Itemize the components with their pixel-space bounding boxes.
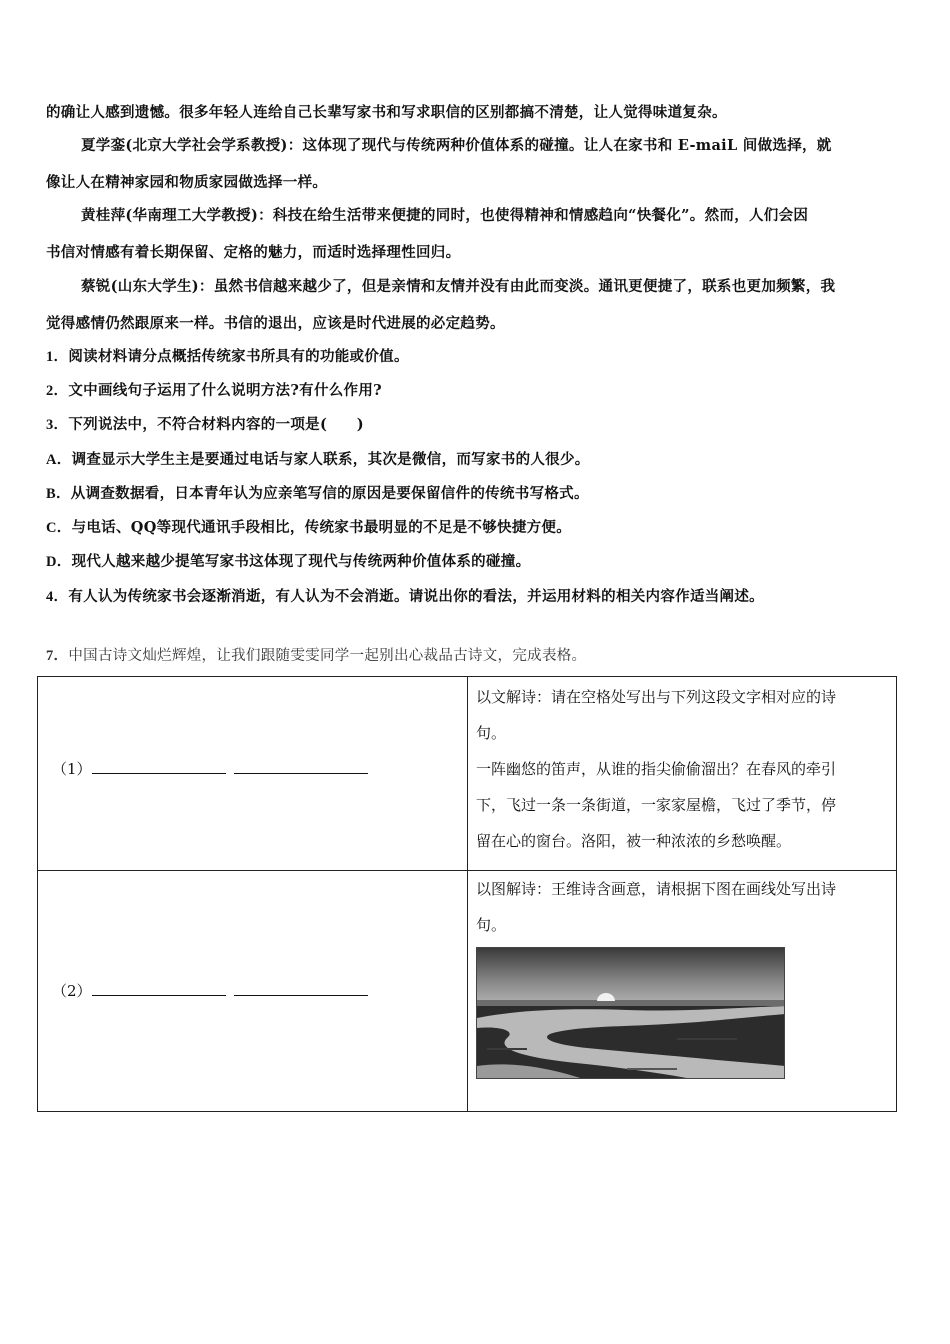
passage-line-2: 夏学銮(北京大学社会学系教授)：这体现了现代与传统两种价值体系的碰撞。让人在家书和 E-maiL 间做选择，就 xyxy=(81,137,832,154)
option-d xyxy=(46,552,906,572)
passage-line-5: 书信对情感有着长期保留、定格的魅力，而适时选择理性回归。 xyxy=(46,244,461,261)
question-number: 4． xyxy=(46,589,69,605)
question-7 xyxy=(46,646,906,666)
question-number: 2． xyxy=(46,383,69,399)
landscape-image xyxy=(476,947,785,1079)
option-text: 与电话、QQ等现代通讯手段相比，传统家书最明显的不足是不够快捷方便。 xyxy=(71,519,572,536)
passage-line-3: 像让人在精神家园和物质家园做选择一样。 xyxy=(46,174,328,191)
passage-line-6: 蔡锐(山东大学生)：虽然书信越来越少了，但是亲情和友情并没有由此而变淡。通讯更便捷了，联系也更加频繁，我 xyxy=(81,278,836,295)
question-3 xyxy=(46,415,906,435)
question-number: 3． xyxy=(46,417,69,433)
option-b xyxy=(46,484,906,504)
row1-label: （1） xyxy=(52,760,92,778)
row2-prompt-line: 以图解诗：王维诗含画意，请根据下图在画线处写出诗 xyxy=(476,880,837,898)
question-1 xyxy=(46,347,906,367)
option-letter: B． xyxy=(46,486,71,502)
passage-line-1: 的确让人感到遗憾。很多年轻人连给自己长辈写家书和写求职信的区别都搞不清楚，让人觉得味道复杂。 xyxy=(46,104,727,121)
question-2 xyxy=(46,381,906,401)
option-text: 调查显示大学生主是要通过电话与家人联系，其次是微信，而写家书的人很少。 xyxy=(71,451,590,468)
river-sunset-picture xyxy=(477,948,785,1079)
row2-prompt-line: 句。 xyxy=(476,916,507,934)
row1-answer-cell xyxy=(52,751,368,787)
option-letter: A． xyxy=(46,452,72,468)
row2-label: （2） xyxy=(52,982,92,1000)
row1-blank-1[interactable] xyxy=(92,759,226,774)
option-letter: D． xyxy=(46,554,72,570)
row2-blank-2[interactable] xyxy=(234,981,368,996)
option-text: 从调查数据看，日本青年认为应亲笔写信的原因是要保留信件的传统书写格式。 xyxy=(70,485,589,502)
option-a xyxy=(46,450,906,470)
question-text: 文中画线句子运用了什么说明方法?有什么作用? xyxy=(68,382,382,399)
row1-prompt-line: 一阵幽悠的笛声，从谁的指尖偷偷溜出？在春风的牵引 xyxy=(476,760,837,778)
passage-line-4: 黄桂萍(华南理工大学教授)：科技在给生活带来便捷的同时，也使得精神和情感趋向“快餐化”。然而，人们会因 xyxy=(81,207,809,224)
poem-table xyxy=(37,676,897,1112)
row2-prompt-cell xyxy=(476,871,886,943)
question-text: 有人认为传统家书会逐渐消逝，有人认为不会消逝。请说出你的看法，并运用材料的相关内容作适当阐述。 xyxy=(68,588,764,605)
row1-prompt-line: 以文解诗：请在空格处写出与下列这段文字相对应的诗 xyxy=(476,688,837,706)
question-text: 下列说法中，不符合材料内容的一项是( ) xyxy=(68,416,364,433)
question-text: 中国古诗文灿烂辉煌，让我们跟随雯雯同学一起别出心裁品古诗文，完成表格。 xyxy=(68,648,587,664)
passage-line-7: 觉得感情仍然跟原来一样。书信的退出，应该是时代进展的必定趋势。 xyxy=(46,315,505,332)
table-column-divider xyxy=(467,677,468,1111)
question-4 xyxy=(46,587,906,607)
option-letter: C． xyxy=(46,520,72,536)
row1-blank-2[interactable] xyxy=(234,759,368,774)
option-text: 现代人越来越少提笔写家书这体现了现代与传统两种价值体系的碰撞。 xyxy=(71,553,531,570)
row1-prompt-line: 下，飞过一条一条街道，一家家屋檐，飞过了季节，停 xyxy=(476,796,837,814)
row1-prompt-line: 留在心的窗台。洛阳，被一种浓浓的乡愁唤醒。 xyxy=(476,832,792,850)
option-c xyxy=(46,518,906,538)
question-text: 阅读材料请分点概括传统家书所具有的功能或价值。 xyxy=(68,348,409,365)
row2-answer-cell xyxy=(52,973,368,1009)
question-number: 7． xyxy=(46,648,69,664)
question-number: 1． xyxy=(46,349,69,365)
row1-prompt-cell xyxy=(476,679,886,859)
row1-prompt-line: 句。 xyxy=(476,724,507,742)
row2-blank-1[interactable] xyxy=(92,981,226,996)
